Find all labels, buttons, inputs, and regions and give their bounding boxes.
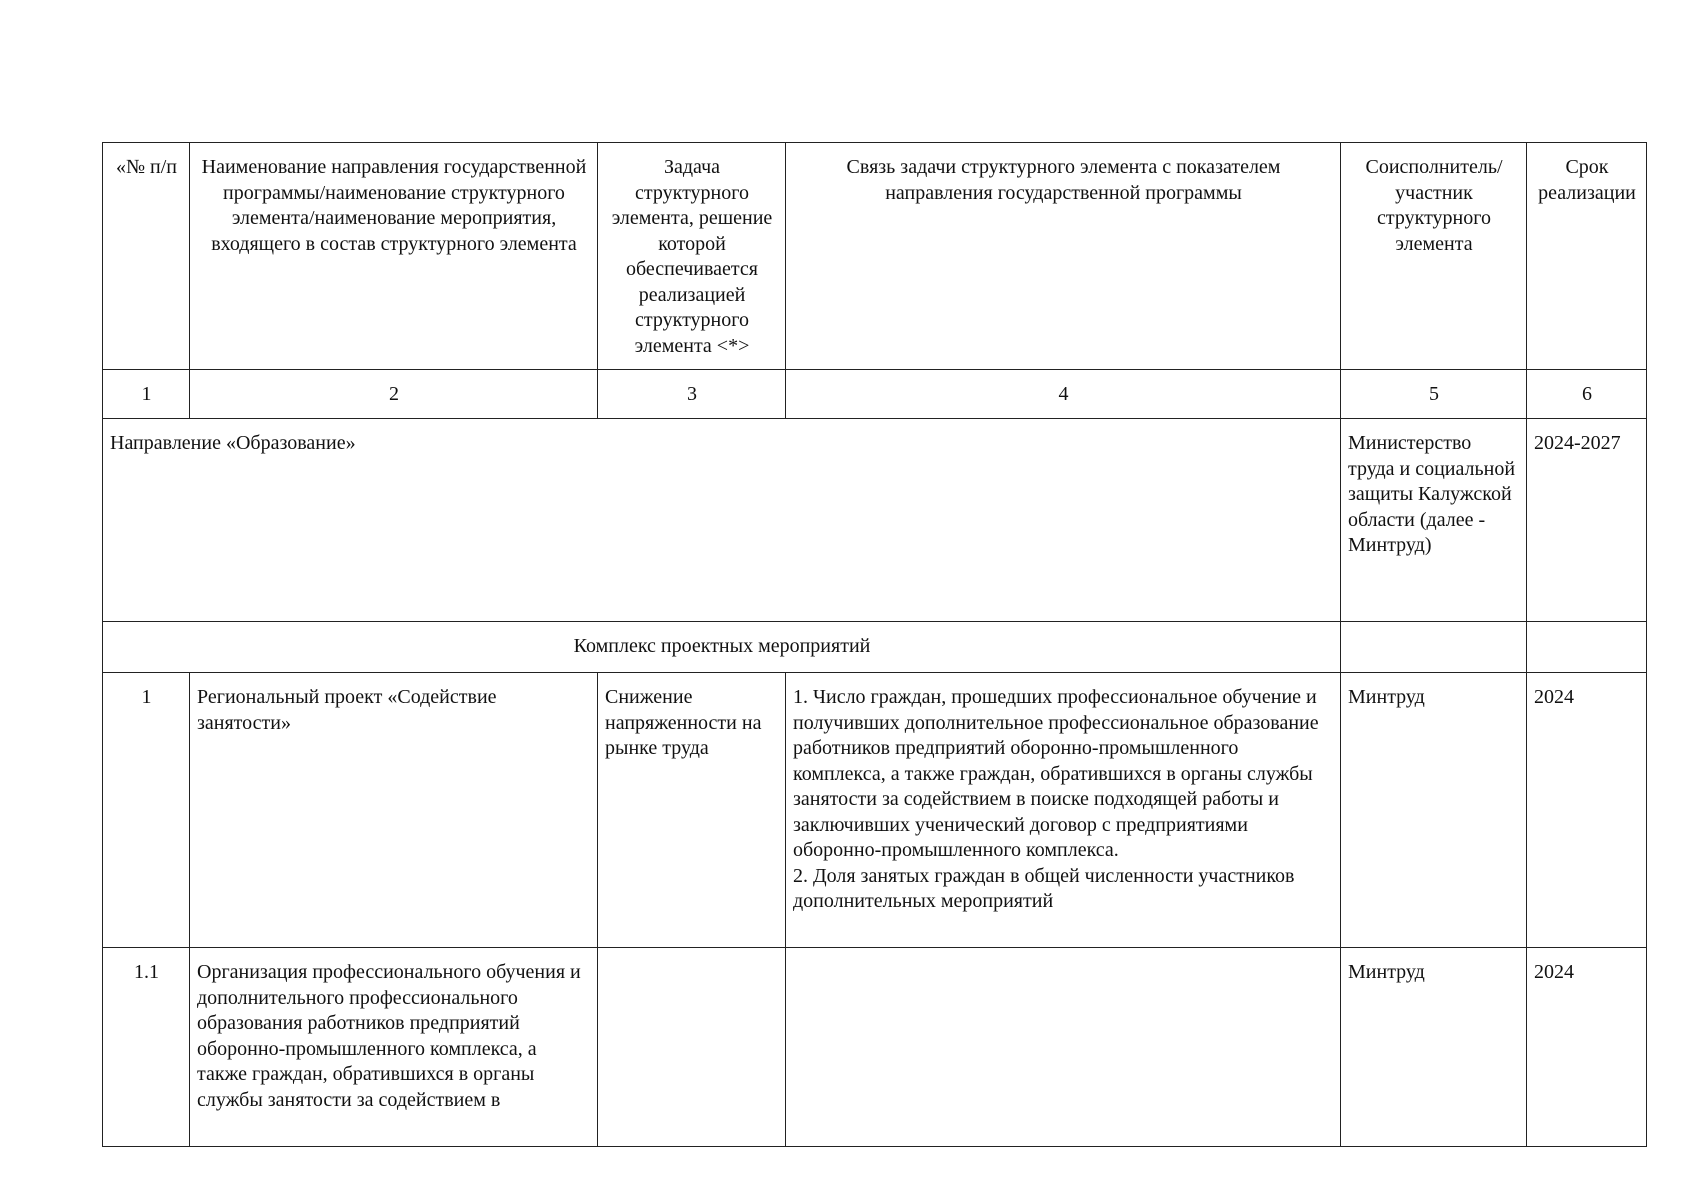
row-link: 1. Число граждан, прошедших профессиональное обучение и получивших дополнительное профессиональное образование работников предприятий оборонно-промышленного комплекса, а также граждан, обратившихся в органы службы занятости за содействием в поиске подходящей работы и заключивших ученический договор с предприятиями оборонно-промышленного комплекса. 2. Доля занятых граждан в общей численности участников дополнительных мероприятий (786, 673, 1341, 948)
column-number: 6 (1527, 370, 1647, 419)
row-name: Организация профессионального обучения и дополнительного профессионального образования работников предприятий оборонно-промышленного комплекса, а также граждан, обратившихся в органы службы занятости за содействием в (190, 948, 598, 1147)
direction-term: 2024-2027 (1527, 419, 1647, 622)
table-row (103, 673, 1647, 948)
row-task (598, 948, 786, 1147)
header-col-term: Срок реализации (1527, 143, 1647, 370)
row-term: 2024 (1527, 948, 1647, 1147)
row-number: 1.1 (103, 948, 190, 1147)
row-number: 1 (103, 673, 190, 948)
column-number: 4 (786, 370, 1341, 419)
direction-executor: Министерство труда и социальной защиты Калужской области (далее - Минтруд) (1341, 419, 1527, 622)
direction-title: Направление «Образование» (103, 419, 1341, 622)
row-task: Снижение напряженности на рынке труда (598, 673, 786, 948)
column-number: 3 (598, 370, 786, 419)
table-header-row (103, 143, 1647, 370)
row-link (786, 948, 1341, 1147)
row-term: 2024 (1527, 673, 1647, 948)
column-number: 5 (1341, 370, 1527, 419)
table-row (103, 948, 1647, 1147)
program-table (102, 142, 1647, 1147)
complex-row (103, 622, 1647, 673)
column-numbers-row (103, 370, 1647, 419)
row-name: Региональный проект «Содействие занятости» (190, 673, 598, 948)
direction-row (103, 419, 1647, 622)
header-col-link: Связь задачи структурного элемента с показателем направления государственной программы (786, 143, 1341, 370)
empty-cell (1341, 622, 1527, 673)
header-col-number: «№ п/п (103, 143, 190, 370)
header-col-name: Наименование направления государственной программы/наименование структурного элемента/наименование мероприятия, входящего в состав структурного элемента (190, 143, 598, 370)
row-executor: Минтруд (1341, 948, 1527, 1147)
row-executor: Минтруд (1341, 673, 1527, 948)
header-col-executor: Соисполнитель/участник структурного элемента (1341, 143, 1527, 370)
column-number: 1 (103, 370, 190, 419)
column-number: 2 (190, 370, 598, 419)
complex-title: Комплекс проектных мероприятий (103, 622, 1341, 673)
empty-cell (1527, 622, 1647, 673)
header-col-task: Задача структурного элемента, решение которой обеспечивается реализацией структурного элемента <*> (598, 143, 786, 370)
